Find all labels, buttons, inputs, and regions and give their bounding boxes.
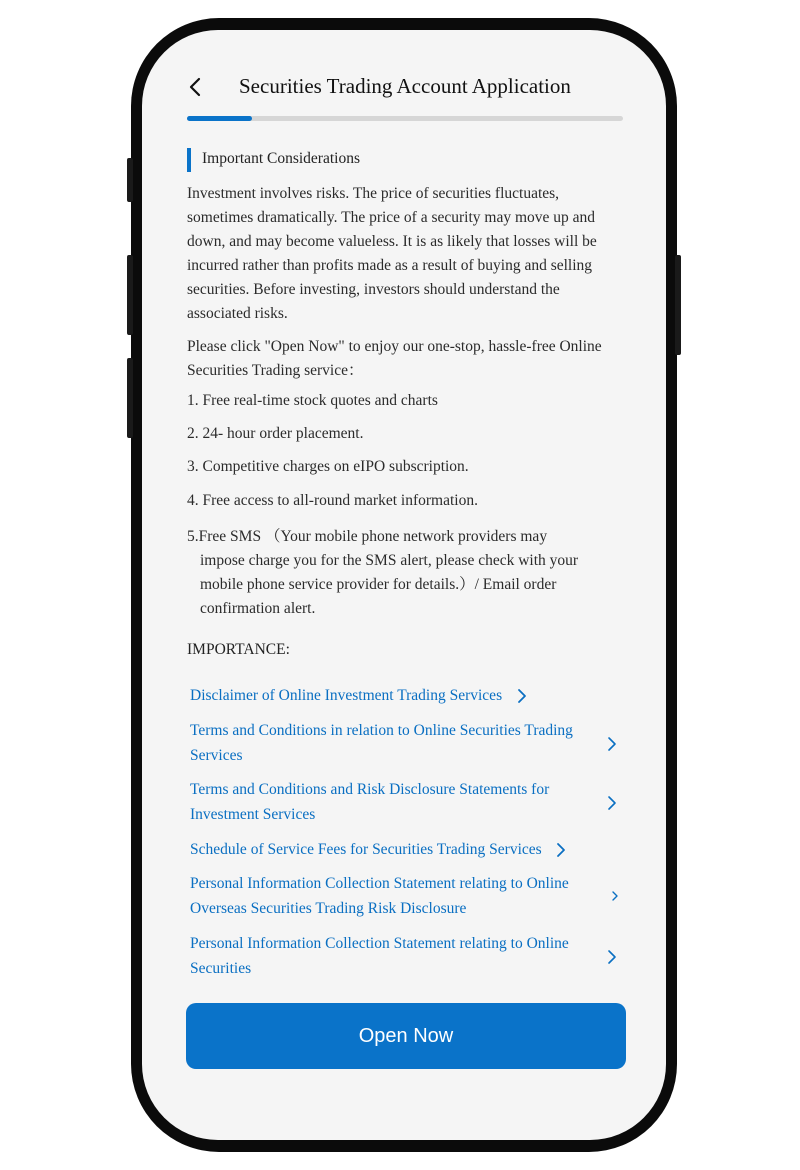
volume-down-button [127, 358, 133, 438]
link-pics-securities[interactable] [190, 931, 610, 981]
volume-up-button [127, 255, 133, 335]
benefit-item: 4. Free access to all-round market information. [187, 492, 478, 509]
back-button[interactable] [186, 76, 206, 98]
page-title: Securities Trading Account Application [239, 74, 571, 98]
benefit-item: 2. 24- hour order placement. [187, 425, 364, 442]
chevron-right-icon [607, 736, 617, 752]
chevron-left-icon [186, 76, 206, 98]
chevron-right-icon [607, 795, 617, 811]
intro-paragraph: Please click "Open Now" to enjoy our one-stop, hassle-free Online Securities Trading service： [187, 338, 602, 379]
chevron-right-icon [611, 890, 621, 906]
benefit-item: 1. Free real-time stock quotes and charts [187, 392, 438, 409]
progress-bar [187, 116, 623, 121]
link-label: Personal Information Collection Statement relating to Online Overseas Securities Trading Risk Disclosure [190, 875, 569, 917]
power-button [675, 255, 681, 355]
link-terms-online-trading[interactable] [190, 718, 610, 768]
chevron-right-icon [556, 842, 566, 858]
chevron-right-icon [517, 688, 527, 704]
benefit-item-sms-rest: impose charge you for the SMS alert, please check with your mobile phone service provider for details.）/ Email order confirmation alert. [200, 552, 579, 617]
mute-switch [127, 158, 133, 202]
chevron-right-icon [607, 949, 617, 965]
link-label: Personal Information Collection Statement relating to Online Securities [190, 935, 569, 977]
section-title: Important Considerations [202, 150, 360, 167]
progress-bar-fill [187, 116, 252, 121]
link-label: Terms and Conditions and Risk Disclosure Statements for Investment Services [190, 781, 550, 823]
link-service-fees[interactable] [190, 837, 610, 862]
link-label: Terms and Conditions in relation to Online Securities Trading Services [190, 722, 573, 764]
open-now-button[interactable]: Open Now [186, 1003, 626, 1069]
importance-label: IMPORTANCE: [187, 641, 290, 658]
link-terms-risk-disclosure[interactable] [190, 777, 610, 827]
link-pics-overseas[interactable] [190, 871, 610, 921]
risk-paragraph: Investment involves risks. The price of securities fluctuates, sometimes dramatically. The price of a security may move up and down, and may become valueless. It is as likely that losses will be incurred rather than profits made as a result of buying and selling securities. Before investing, investors should understand the associated risks. [187, 185, 597, 322]
benefit-item: 3. Competitive charges on eIPO subscription. [187, 458, 469, 475]
benefit-item-sms [187, 525, 615, 621]
benefit-item-sms-line1: 5.Free SMS （Your mobile phone network providers may [187, 528, 548, 545]
link-label: Disclaimer of Online Investment Trading Services [190, 687, 503, 704]
link-label: Schedule of Service Fees for Securities Trading Services [190, 841, 542, 858]
link-disclaimer[interactable] [190, 683, 610, 708]
section-accent-bar [187, 148, 191, 172]
